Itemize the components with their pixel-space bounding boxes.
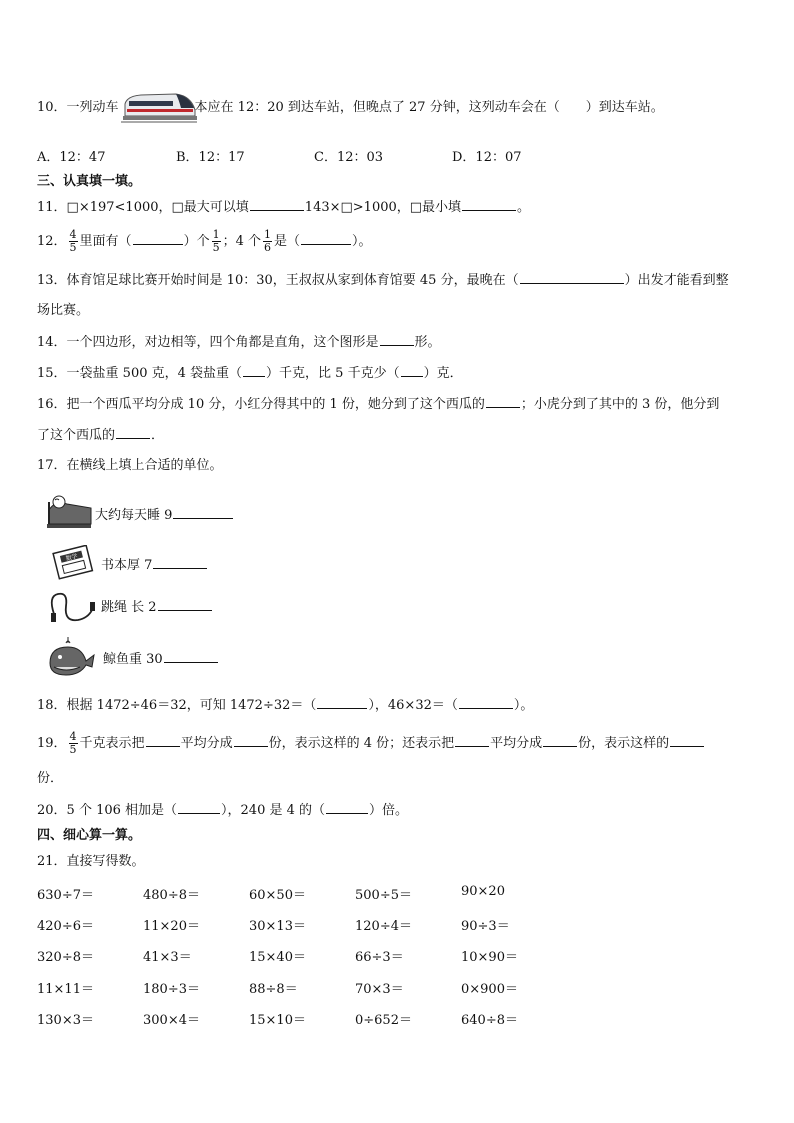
- question-15: [37, 364, 463, 383]
- q19-part-b: 千克表示把: [79, 736, 145, 751]
- calc-item: 500÷5＝: [355, 888, 412, 903]
- q17-item-book: [101, 556, 208, 575]
- q16-part-a: 16．把一个西瓜平均分成 10 分，小红分得其中的 1 份，她分到了这个西瓜的: [37, 397, 485, 412]
- q14-part-a: 14．一个四边形，对边相等，四个角都是直角，这个图形是: [37, 335, 379, 350]
- question-14: [37, 333, 441, 352]
- question-21-title: 21．直接写得数。: [37, 854, 145, 869]
- q18-part-c: ）。: [513, 698, 534, 713]
- section-3-heading: 三、认真填一填。: [37, 174, 142, 189]
- q12-part-g: ）。: [352, 234, 372, 249]
- q10-text-pre: 10．一列动车: [37, 100, 119, 115]
- q17-item-whale: [103, 650, 219, 669]
- sleeping-child-icon: [45, 490, 95, 532]
- q20-part-a: 20．5 个 106 相加是（: [37, 803, 178, 818]
- book-cover-text: 数学: [64, 552, 79, 563]
- calc-item: 15×10＝: [249, 1013, 306, 1028]
- q13-part-a: 13．体育馆足球比赛开始时间是 10：30，王叔叔从家到体育馆要 45 分，最晚在（: [37, 273, 519, 288]
- calc-item: 480÷8＝: [143, 888, 200, 903]
- calc-item: 15×40＝: [249, 950, 306, 965]
- q12-number: 12．: [37, 234, 67, 249]
- whale-icon: [46, 635, 96, 681]
- q10-text-post: 本应在 12：20 到达车站，但晚点了 27 分钟，这列动车会在（ ）到达车站。: [194, 100, 664, 115]
- q10-option-c: C．12：03: [314, 150, 384, 165]
- q16-part-c: 了这个西瓜的: [37, 428, 116, 443]
- calc-item: 630÷7＝: [37, 888, 94, 903]
- question-12: [37, 227, 372, 257]
- q10-option-a: A．12：47: [37, 150, 106, 165]
- fraction-4-5-q19: $\frac{4}{5}$: [69, 730, 77, 756]
- calc-item: 10×90＝: [461, 950, 518, 965]
- calc-item: 90÷3＝: [461, 919, 510, 934]
- question-16-line2: [37, 426, 164, 445]
- q12-part-c: ）个: [183, 234, 210, 249]
- calc-item: 41×3＝: [143, 950, 192, 965]
- book-icon: [50, 545, 96, 581]
- question-20: [37, 801, 408, 820]
- q16-part-d: ．: [151, 428, 165, 443]
- fraction-1-6: $\frac{1}{6}$: [263, 228, 271, 254]
- calc-item: 11×11＝: [37, 982, 94, 997]
- q10-option-b: B．12：17: [176, 150, 245, 165]
- q12-part-d: ；4 个: [222, 234, 261, 249]
- question-19-line2: 份．: [37, 771, 64, 786]
- question-13-line2: 场比赛。: [37, 303, 90, 318]
- q20-part-c: ）倍。: [369, 803, 409, 818]
- q20-part-b: ），240 是 4 的（: [221, 803, 326, 818]
- section-4-heading: 四、细心算一算。: [37, 828, 142, 843]
- q10-option-d: D．12：07: [452, 150, 522, 165]
- q12-part-b: 里面有（: [79, 234, 132, 249]
- calc-item: 66÷3＝: [355, 950, 404, 965]
- q19-part-f: 份，表示这样的: [578, 736, 670, 751]
- q19-part-d: 份，表示这样的 4 份；还表示把: [268, 736, 455, 751]
- question-19-line1: [37, 729, 705, 759]
- calc-item: 640÷8＝: [461, 1013, 518, 1028]
- question-17-title: 17．在横线上填上合适的单位。: [37, 458, 223, 473]
- q19-part-c: 平均分成: [180, 736, 233, 751]
- calc-item: 70×3＝: [355, 982, 404, 997]
- q17-item-rope-text: 跳绳 长 2: [101, 600, 157, 615]
- calc-item: 0÷652＝: [355, 1013, 412, 1028]
- q15-part-a: 15．一袋盐重 500 克，4 袋盐重（: [37, 366, 243, 381]
- q11-part-c: 。: [517, 200, 531, 215]
- question-11: [37, 198, 530, 217]
- q17-item-sleep: [95, 506, 234, 525]
- fraction-4-5: $\frac{4}{5}$: [69, 228, 77, 254]
- q17-item-whale-text: 鲸鱼重 30: [103, 652, 163, 667]
- q19-number: 19．: [37, 736, 67, 751]
- calc-item: 30×13＝: [249, 919, 306, 934]
- train-image: [121, 86, 197, 126]
- q18-part-b: ），46×32＝（: [368, 698, 458, 713]
- q17-item-rope: [101, 598, 213, 617]
- q11-part-b: 143×□>1000，□最小填: [304, 200, 462, 215]
- q12-part-e: 是（: [273, 234, 300, 249]
- jump-rope-icon: [48, 588, 96, 626]
- q18-part-a: 18．根据 1472÷46＝32，可知 1472÷32＝（: [37, 698, 317, 713]
- question-13-line1: [37, 271, 729, 290]
- calc-item: 300×4＝: [143, 1013, 200, 1028]
- q11-part-a: 11．□×197<1000，□最大可以填: [37, 200, 249, 215]
- q17-item-book-text: 书本厚 7: [101, 558, 153, 573]
- calc-item: 0×900＝: [461, 982, 518, 997]
- question-16-line1: [37, 395, 719, 414]
- question-18: [37, 696, 533, 715]
- q15-part-c: ）克．: [423, 366, 463, 381]
- q13-part-b: ）出发才能看到整: [624, 273, 729, 288]
- q14-part-b: 形。: [414, 335, 441, 350]
- calc-item: 60×50＝: [249, 888, 306, 903]
- calc-item: 180÷3＝: [143, 982, 200, 997]
- fraction-1-5: $\frac{1}{5}$: [212, 228, 220, 254]
- q17-item-sleep-text: 大约每天睡 9: [95, 508, 173, 523]
- q15-part-b: ）千克，比 5 千克少（: [266, 366, 400, 381]
- q19-part-e: 平均分成: [490, 736, 543, 751]
- calc-item: 120÷4＝: [355, 919, 412, 934]
- calc-item: 11×20＝: [143, 919, 200, 934]
- calc-item: 88÷8＝: [249, 982, 298, 997]
- calc-item: 90×20: [461, 884, 505, 899]
- calc-item: 320÷8＝: [37, 950, 94, 965]
- calc-item: 130×3＝: [37, 1013, 94, 1028]
- q16-part-b: ；小虎分到了其中的 3 份，他分到: [520, 397, 720, 412]
- calc-item: 420÷6＝: [37, 919, 94, 934]
